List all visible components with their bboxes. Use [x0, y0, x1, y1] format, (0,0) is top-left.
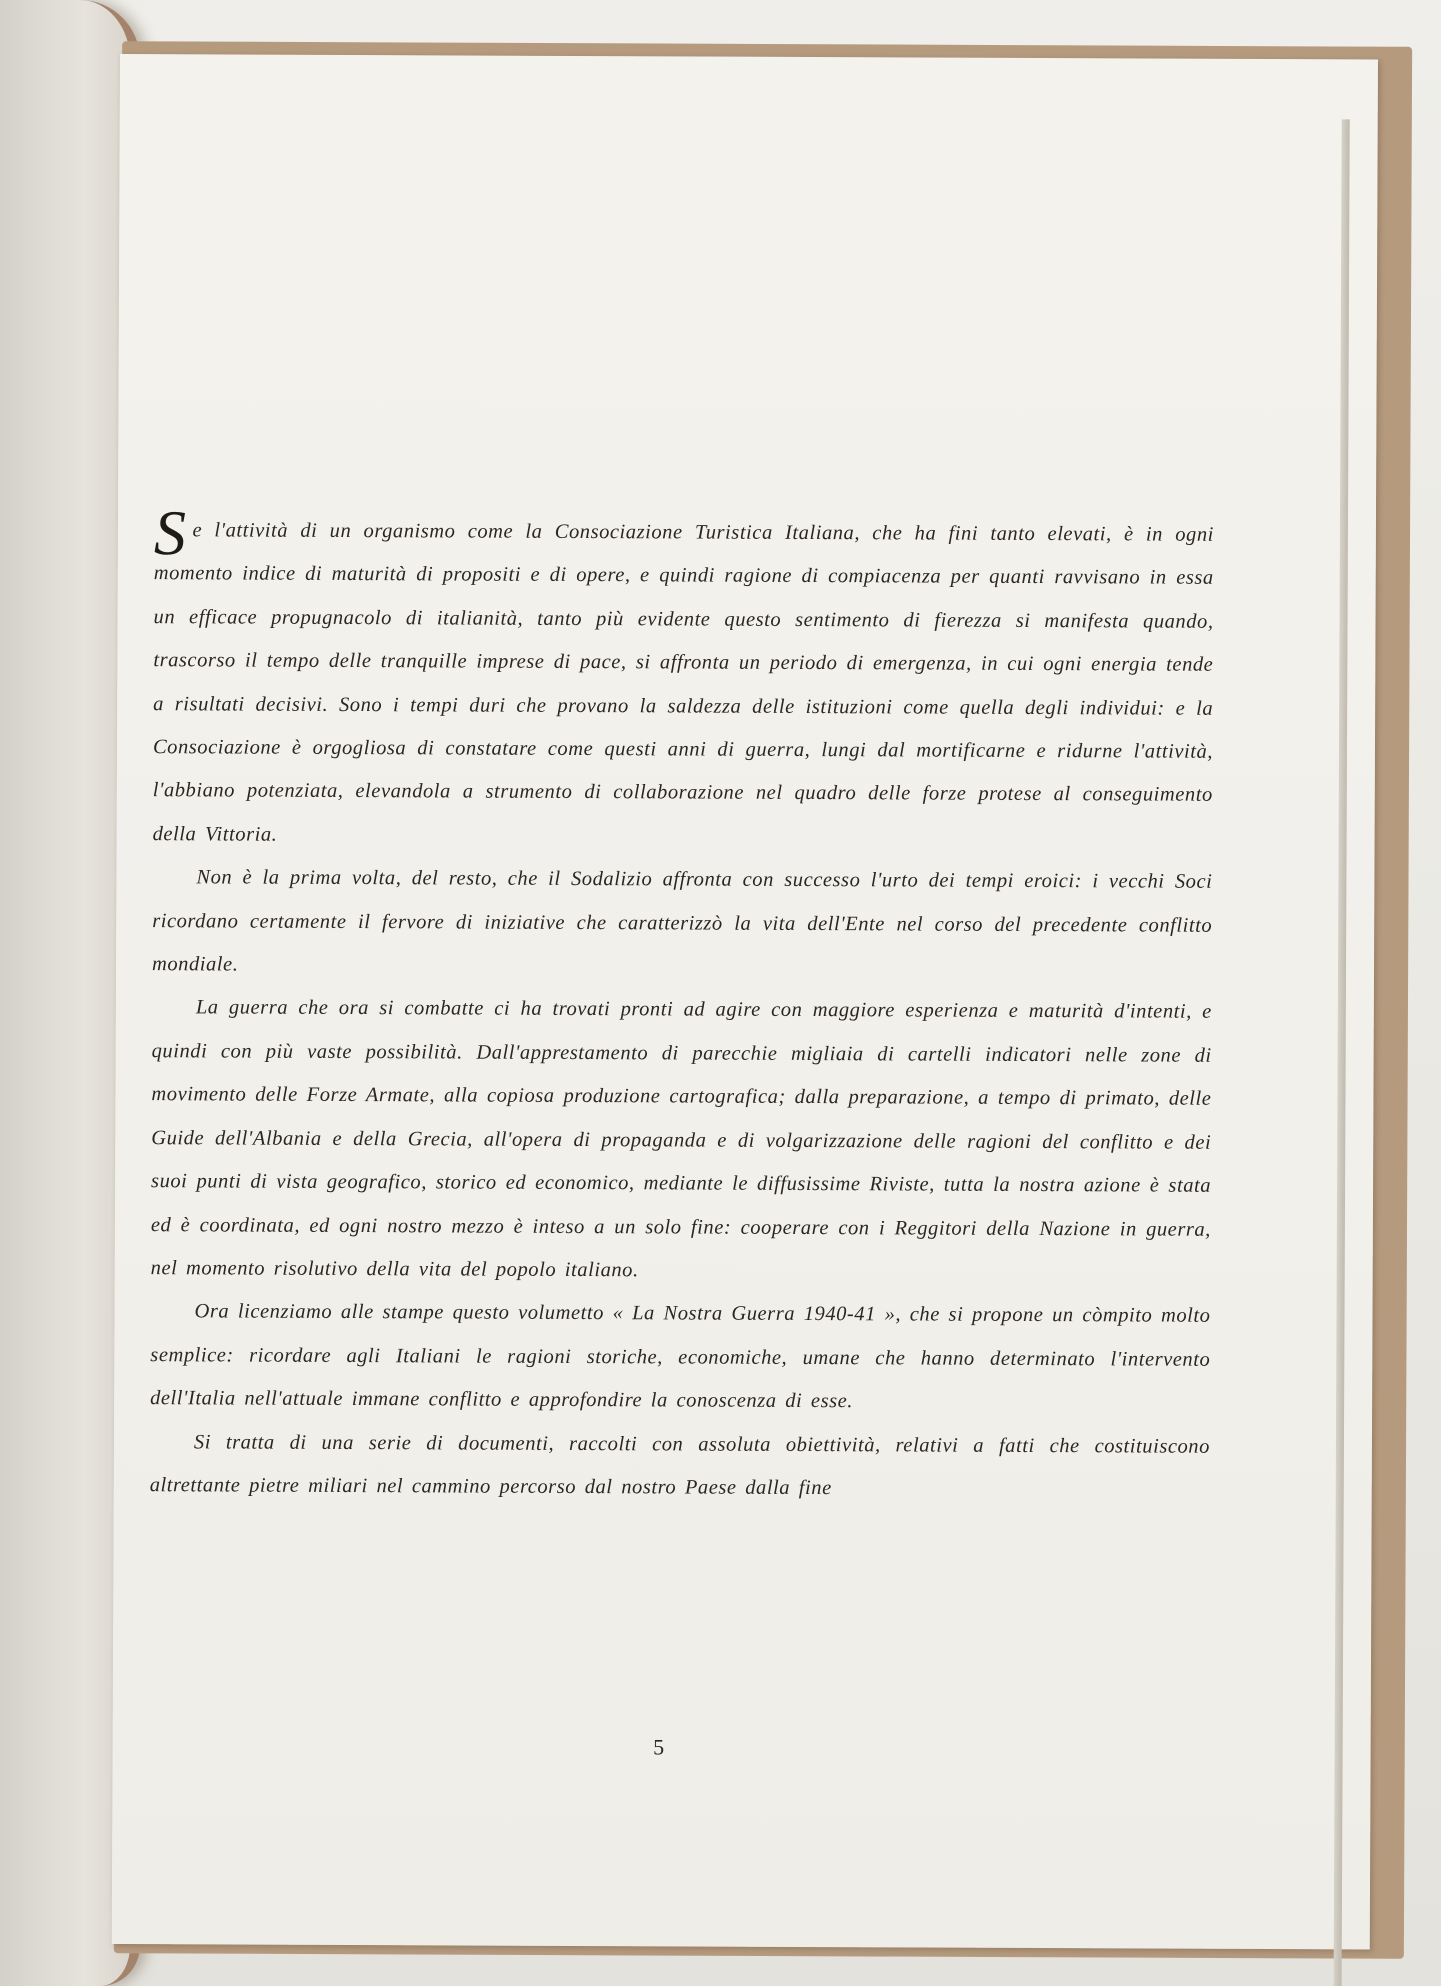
paragraph-4: Ora licenziamo alle stampe questo volumetto « La Nostra Guerra 1940-41 », che si propone un còmpito molto semplice: ricordare agli Italiani le ragioni storiche, economiche, umane che hanno determinato l'intervento dell'Italia nell'attuale immane conflitto e approfondire la conoscenza di esse. — [150, 1300, 1211, 1413]
page-number: 5 — [653, 1734, 665, 1760]
paragraph-5: Si tratta di una serie di documenti, raccolti con assoluta obiettività, relativi a fatti che costituiscono altrettante pietre miliari nel cammino percorso dal nostro Paese dalla fine — [149, 1430, 1210, 1500]
paragraph-1-text: e l'attività di un organismo come la Consociazione Turistica Italiana, che ha fini tanto elevati, è in ogni momento indice di maturità di propositi e di opere, e quindi ragione di compiacenza per quanti ravvisano in essa un efficace propugnacolo di italianità, tanto più evidente questo sentimento di fierezza si manifesta quando, trascorso il tempo delle tranquille imprese di pace, si affronta un periodo di emergenza, in cui ogni energia tende a risultati decisivi. Sono i tempi duri che provano la saldezza delle istituzioni come quella degli individui: e la Consociazione è orgogliosa di constatare come questi anni di guerra, lungi dal mortificarne e ridurne l'attività, l'abbiano potenziata, elevandola a strumento di collaborazione nel quadro delle forze protese al conseguimento della Vittoria. — [152, 519, 1214, 846]
paragraph-3: La guerra che ora si combatte ci ha trovati pronti ad agire con maggiore esperienza e maturità d'intenti, e quindi con più vaste possibilità. Dall'apprestamento di parecchie migliaia di cartelli indicatori nelle zone di movimento delle Forze Armate, alla copiosa produzione cartografica; dalla preparazione, a tempo di primato, delle Guide dell'Albania e della Grecia, all'opera di propaganda e di volgarizzazione delle ragioni del conflitto e dei suoi punti di vista geografico, storico ed economico, mediante le diffusissime Riviste, tutta la nostra azione è stata ed è coordinata, ed ogni nostro mezzo è inteso a un solo fine: cooperare con i Reggitori della Nazione in guerra, nel momento risolutivo della vita del popolo italiano. — [150, 996, 1212, 1282]
page-fore-edge — [1334, 119, 1350, 1986]
drop-cap: S — [153, 497, 187, 569]
body-text — [149, 497, 1214, 1512]
paragraph-1 — [152, 497, 1214, 861]
book-page — [112, 54, 1378, 1949]
paragraph-2: Non è la prima volta, del resto, che il Sodalizio affronta con successo l'urto dei tempi eroici: i vecchi Soci ricordano certamente il fervore di iniziative che caratterizzò la vita dell'Ente nel corso del precedente conflitto mondiale. — [151, 866, 1213, 976]
